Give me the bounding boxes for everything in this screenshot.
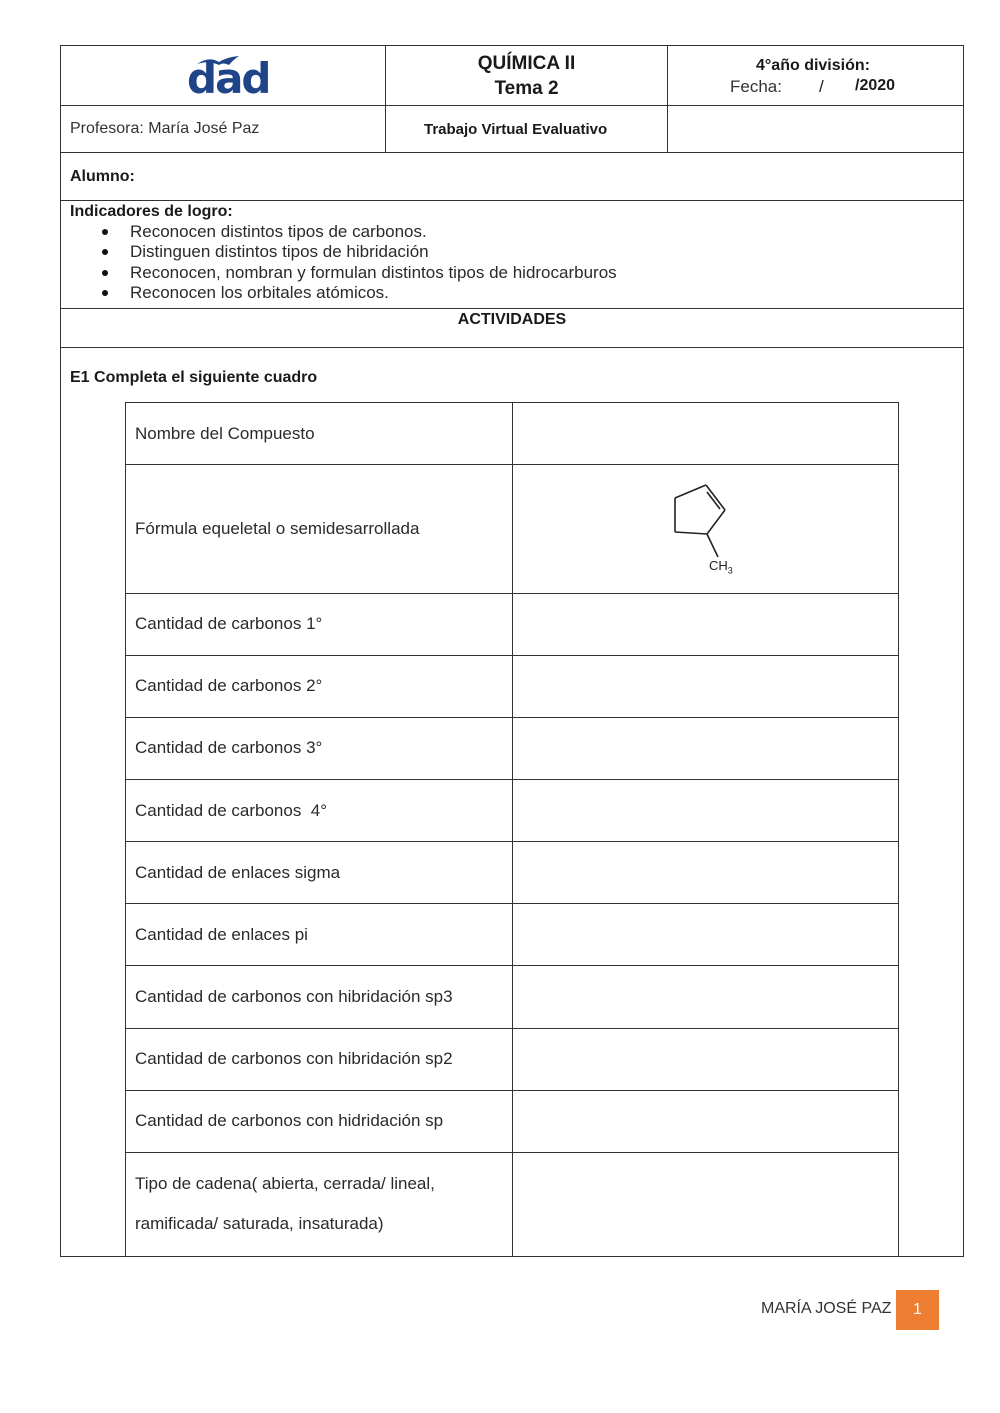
student-label: Alumno:: [70, 168, 135, 185]
answer-cell[interactable]: [514, 595, 897, 654]
answer-cell[interactable]: [514, 404, 897, 463]
teacher-name: Profesora: María José Paz: [70, 120, 260, 137]
table-row-label: Tipo de cadena( abierta, cerrada/ lineal,: [135, 1174, 435, 1193]
date-separator: /: [819, 77, 824, 96]
grade-label: 4°año división:: [756, 57, 870, 74]
answer-cell[interactable]: [514, 1030, 897, 1089]
indicator-item: Distinguen distintos tipos de hibridación: [130, 242, 429, 261]
footer-author: MARÍA JOSÉ PAZ: [761, 1300, 892, 1317]
table-row-label: Fórmula equeletal o semidesarrollada: [135, 519, 420, 538]
answer-cell[interactable]: [514, 1154, 897, 1256]
answer-cell[interactable]: [514, 967, 897, 1027]
answer-cell[interactable]: [514, 719, 897, 778]
indicators-title: Indicadores de logro:: [70, 203, 233, 220]
table-row-label: Cantidad de carbonos 1°: [135, 614, 323, 633]
answer-cell[interactable]: [514, 1092, 897, 1151]
logo-text: dad: [187, 54, 270, 103]
answer-cell[interactable]: [514, 843, 897, 902]
activities-title: ACTIVIDADES: [457, 311, 567, 328]
subject-title: QUÍMICA II: [477, 53, 576, 74]
methyl-label: $CH_3$: [709, 558, 733, 576]
table-row-label: Cantidad de enlaces pi: [135, 925, 308, 944]
exercise-title: E1 Completa el siguiente cuadro: [70, 369, 318, 386]
table-row-label: Cantidad de enlaces sigma: [135, 863, 341, 882]
work-type: Trabajo Virtual Evaluativo: [424, 121, 608, 138]
table-row-label: Nombre del Compuesto: [135, 424, 315, 443]
school-logo: [185, 54, 270, 103]
table-row-label: Cantidad de carbonos 4°: [135, 801, 328, 820]
indicator-item: Reconocen distintos tipos de carbonos.: [130, 222, 427, 241]
date-label: Fecha:: [730, 77, 782, 96]
molecule-diagram: [660, 478, 750, 578]
topic-title: Tema 2: [494, 78, 559, 99]
table-row-label: Cantidad de carbonos con hibridación sp2: [135, 1049, 453, 1068]
answer-cell[interactable]: [514, 657, 897, 716]
answer-cell[interactable]: [514, 905, 897, 964]
page-number-badge: 1: [896, 1290, 939, 1330]
table-row-label: Cantidad de carbonos 2°: [135, 676, 323, 695]
cyclopentene-ring: [660, 478, 750, 578]
indicator-item: Reconocen, nombran y formulan distintos tipos de hidrocarburos: [130, 263, 617, 282]
answer-cell[interactable]: [514, 781, 897, 840]
table-row-label: Cantidad de carbonos 3°: [135, 738, 323, 757]
date-year: /2020: [855, 77, 896, 94]
table-row-label: ramificada/ saturada, insaturada): [135, 1214, 384, 1233]
indicator-item: Reconocen los orbitales atómicos.: [130, 283, 389, 302]
table-row-label: Cantidad de carbonos con hidridación sp: [135, 1111, 444, 1130]
table-row-label: Cantidad de carbonos con hibridación sp3: [135, 987, 453, 1006]
